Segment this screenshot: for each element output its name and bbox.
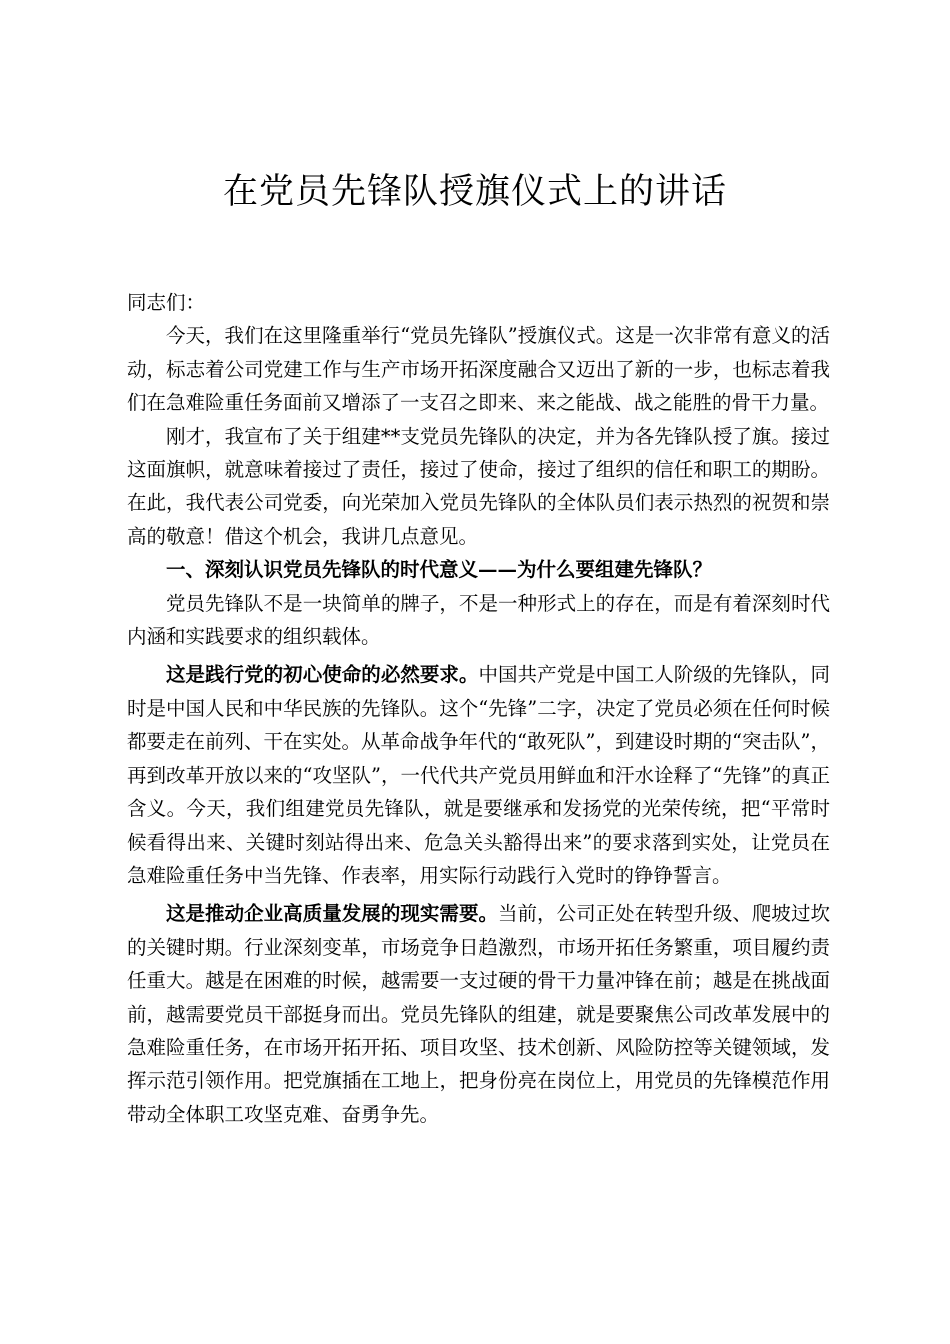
paragraph-2: 刚才，我宣布了关于组建**支党员先锋队的决定，并为各先锋队授了旗。接过这面旗帜，就意味着接过了责任，接过了使命，接过了组织的信任和职工的期盼。在此，我代表公司党委，向光荣加入党员先锋队的全体队员们表示热烈的祝贺和崇高的敬意！借这个机会，我讲几点意见。	[127, 424, 830, 548]
document-body	[127, 286, 830, 1131]
salutation: 同志们：	[127, 291, 206, 314]
paragraph-5-lead: 这是推动企业高质量发展的现实需要。	[166, 902, 498, 926]
section-heading-1-text: 一、深刻认识党员先锋队的时代意义——为什么要组建先锋队？	[166, 558, 713, 582]
section-heading-1	[127, 553, 830, 586]
document-title: 在党员先锋队授旗仪式上的讲话	[222, 172, 727, 212]
paragraph-3: 党员先锋队不是一块简单的牌子，不是一种形式上的存在，而是有着深刻时代内涵和实践要求的组织载体。	[127, 591, 830, 649]
paragraph-4-lead: 这是践行党的初心使命的必然要求。	[166, 663, 479, 687]
paragraph-4-text: 中国共产党是中国工人阶级的先锋队，同时是中国人民和中华民族的先锋队。这个“先锋”二字，决定了党员必须在任何时候都要走在前列、干在实处。从革命战争年代的“敢死队”，到建设时期的“突击队”，再到改革开放以来的“攻坚队”，一代代共产党员用鲜血和汗水诠释了“先锋”的真正含义。今天，我们组建党员先锋队，就是要继承和发扬党的光荣传统，把“平常时候看得出来、关键时刻站得出来、危急关头豁得出来”的要求落到实处，让党员在急难险重任务中当先锋、作表率，用实际行动践行入党时的铮铮誓言。	[127, 663, 830, 887]
paragraph-5-text: 当前，公司正处在转型升级、爬坡过坎的关键时期。行业深刻变革，市场竞争日趋激烈，市场开拓任务繁重，项目履约责任重大。越是在困难的时候，越需要一支过硬的骨干力量冲锋在前；越是在挑战面前，越需要党员干部挺身而出。党员先锋队的组建，就是要聚焦公司改革发展中的急难险重任务，在市场开拓开拓、项目攻坚、技术创新、风险防控等关键领域，发挥示范引领作用。把党旗插在工地上，把身份亮在岗位上，用党员的先锋模范作用带动全体职工攻坚克难、奋勇争先。	[127, 902, 830, 1126]
paragraph-5	[127, 897, 830, 1131]
paragraph-4	[127, 658, 830, 892]
paragraph-1: 今天，我们在这里隆重举行“党员先锋队”授旗仪式。这是一次非常有意义的活动，标志着公司党建工作与生产市场开拓深度融合又迈出了新的一步，也标志着我们在急难险重任务面前又增添了一支召之即来、来之能战、战之能胜的骨干力量。	[127, 324, 830, 415]
